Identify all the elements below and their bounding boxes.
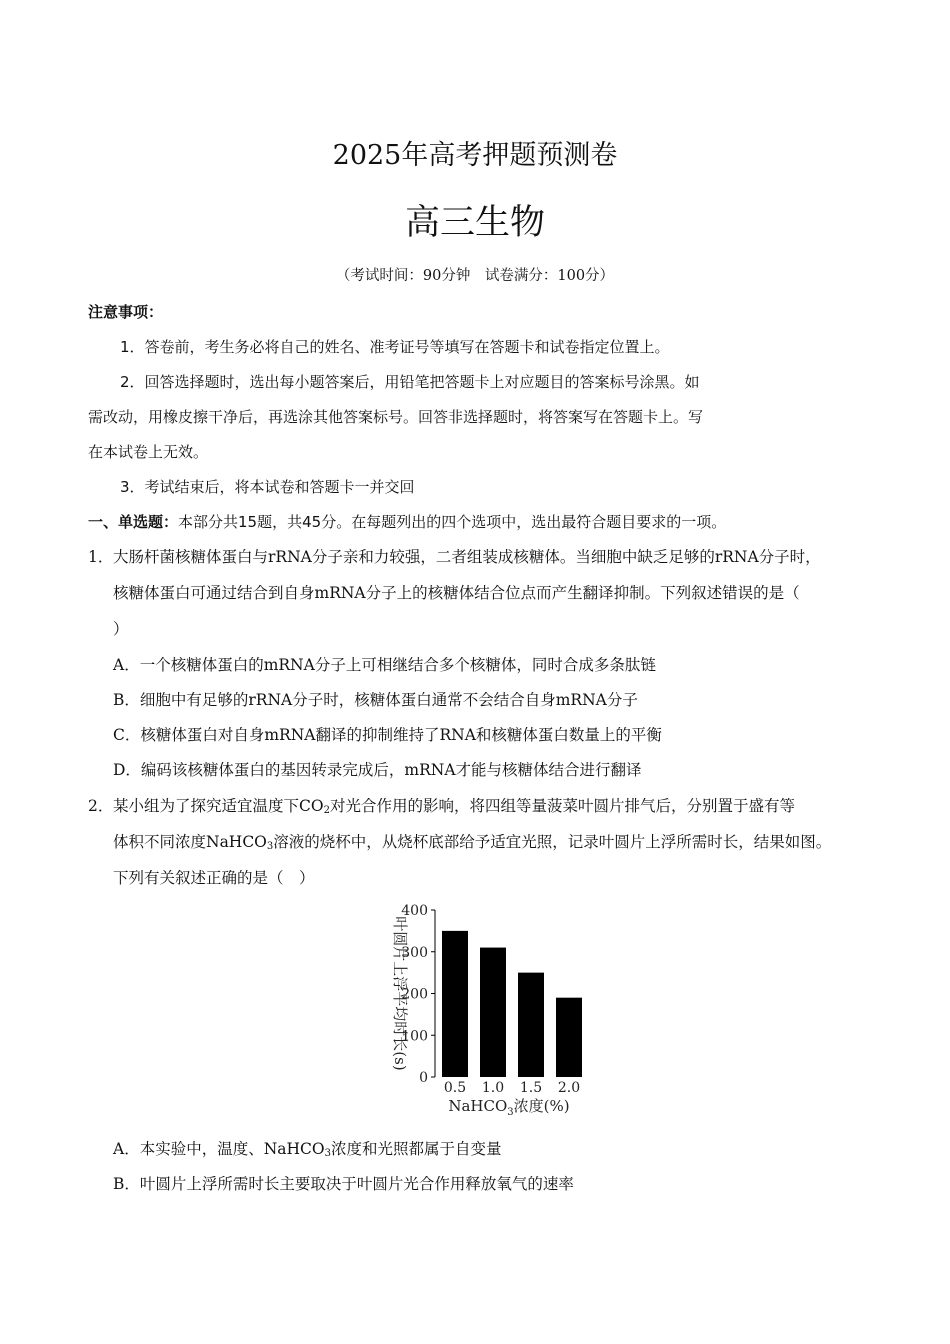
y-tick-label: 0 xyxy=(419,1070,428,1086)
q1-stem-line-3: ） xyxy=(113,620,129,638)
exam-title: 2025年高考押题预测卷 xyxy=(332,140,618,171)
y-tick-label: 400 xyxy=(401,903,428,919)
y-axis-label: 叶圆片上浮平均时长(s) xyxy=(391,916,409,1071)
y-tick-label: 200 xyxy=(401,986,428,1003)
notice-item-3: 3．考试结束后，将本试卷和答题卡一并交回 xyxy=(120,478,415,496)
bar xyxy=(556,998,582,1077)
bar-chart xyxy=(375,895,615,1125)
notice-item-2-line-3: 在本试卷上无效。 xyxy=(88,443,209,461)
subject-title: 高三生物 xyxy=(404,203,545,243)
section-description: 本部分共15题，共45分。在每题列出的四个选项中，选出最符合题目要求的一项。 xyxy=(178,513,727,531)
x-tick-label: 2.0 xyxy=(557,1080,581,1096)
y-tick-label: 300 xyxy=(401,944,428,961)
x-tick-label: 1.0 xyxy=(481,1080,505,1096)
notice-item-2-line-1: 2．回答选择题时，选出每小题答案后，用铅笔把答题卡上对应题目的答案标号涂黑。如 xyxy=(120,373,700,391)
q1-number: 1． xyxy=(88,548,114,566)
section-label: 一、单选题： xyxy=(88,513,179,531)
q1-option-d: D．编码该核糖体蛋白的基因转录完成后，mRNA才能与核糖体结合进行翻译 xyxy=(113,761,642,779)
q1-option-a: A．一个核糖体蛋白的mRNA分子上可相继结合多个核糖体，同时合成多条肽链 xyxy=(113,656,656,674)
q1-option-b: B．细胞中有足够的rRNA分子时，核糖体蛋白通常不会结合自身mRNA分子 xyxy=(113,691,638,709)
q2-stem-line-1: 某小组为了探究适宜温度下$CO_2$对光合作用的影响，将四组等量菠菜叶圆片排气后，分别置于盛有等 xyxy=(113,797,795,816)
q2-stem-line-2: 体积不同浓度NaHCO$_3$溶液的烧杯中，从烧杯底部给予适宜光照，记录叶圆片上浮所需时长，结果如图。 xyxy=(113,833,832,852)
q2-stem-line-3: 下列有关叙述正确的是（ ） xyxy=(113,869,315,887)
q1-option-c: C．核糖体蛋白对自身mRNA翻译的抑制维持了RNA和核糖体蛋白数量上的平衡 xyxy=(113,726,662,744)
q2-option-b: B．叶圆片上浮所需时长主要取决于叶圆片光合作用释放氧气的速率 xyxy=(113,1175,574,1193)
y-tick-label: 100 xyxy=(401,1028,428,1045)
notice-item-2-line-2: 需改动，用橡皮擦干净后，再选涂其他答案标号。回答非选择题时，将答案写在答题卡上。写 xyxy=(88,408,704,426)
x-tick-label: 1.5 xyxy=(519,1080,543,1096)
exam-info: （考试时间：90分钟 试卷满分：100分） xyxy=(335,268,615,284)
bar xyxy=(480,948,506,1077)
q2-option-a: A．本实验中，温度、NaHCO$_3$浓度和光照都属于自变量 xyxy=(113,1140,502,1159)
notice-item-1: 1．答卷前，考生务必将自己的姓名、准考证号等填写在答题卡和试卷指定位置上。 xyxy=(120,338,670,356)
notice-heading: 注意事项： xyxy=(88,303,164,321)
x-tick-label: 0.5 xyxy=(443,1080,467,1096)
bar xyxy=(442,931,468,1077)
q2-number: 2． xyxy=(88,797,114,815)
q1-stem-line-2: 核糖体蛋白可通过结合到自身mRNA分子上的核糖体结合位点而产生翻译抑制。下列叙述错误的是（ xyxy=(113,584,800,602)
x-axis-label: NaHCO$_3$浓度(%) xyxy=(448,1097,570,1118)
q1-stem-line-1: 大肠杆菌核糖体蛋白与rRNA分子亲和力较强，二者组装成核糖体。当细胞中缺乏足够的rRNA分子时， xyxy=(113,548,821,566)
bar xyxy=(518,973,544,1077)
section-heading xyxy=(88,511,726,532)
